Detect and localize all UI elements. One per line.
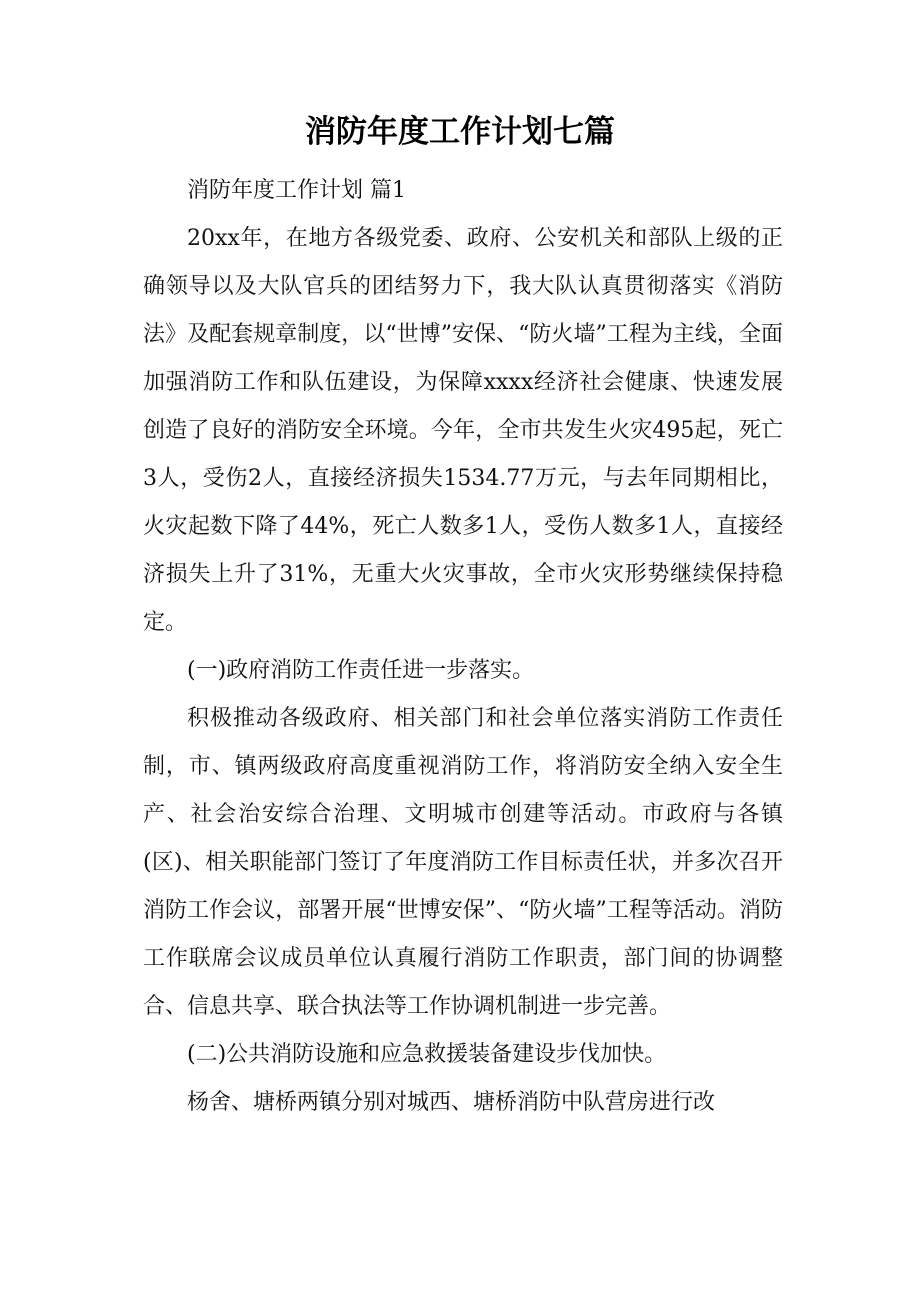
document-title: 消防年度工作计划七篇 xyxy=(305,114,615,150)
paragraph: 积极推动各级政府、相关部门和社会单位落实消防工作责任制，市、镇两级政府高度重视消防工作，将消防安全纳入安全生产、社会治安综合治理、文明城市创建等活动。市政府与各镇(区)、相关职能部门签订了年度消防工作目标责任状，并多次召开消防工作会议，部署开展“世博安保”、“防火墙”工程等活动。消防工作联席会议成员单位认真履行消防工作职责，部门间的协调整合、信息共享、联合执法等工作协调机制进一步完善。 xyxy=(143,706,783,1019)
document-body xyxy=(143,167,783,1127)
paragraph: 杨舍、塘桥两镇分别对城西、塘桥消防中队营房进行改 xyxy=(187,1090,716,1115)
section-heading: 消防年度工作计划 篇1 xyxy=(187,178,406,203)
subsection-heading: (二)公共消防设施和应急救援装备建设步伐加快。 xyxy=(187,1042,667,1067)
paragraph: 20xx年，在地方各级党委、政府、公安机关和部队上级的正确领导以及大队官兵的团结努力下，我大队认真贯彻落实《消防法》及配套规章制度，以“世博”安保、“防火墙”工程为主线，全面加强消防工作和队伍建设，为保障xxxx经济社会健康、快速发展创造了良好的消防安全环境。今年，全市共发生火灾495起，死亡3人，受伤2人，直接经济损失1534.77万元，与去年同期相比，火灾起数下降了44%，死亡人数多1人，受伤人数多1人，直接经济损失上升了31%，无重大火灾事故，全市火灾形势继续保持稳定。 xyxy=(143,226,783,635)
subsection-heading: (一)政府消防工作责任进一步落实。 xyxy=(187,658,535,683)
